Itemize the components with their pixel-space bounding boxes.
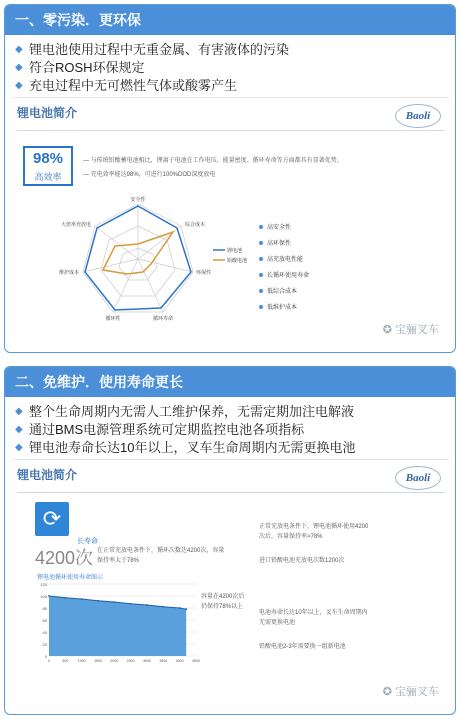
bullet-text: 通过BMS电源管理系统可定期监控电池各项指标 xyxy=(29,422,305,437)
radar-label: 维护成本 xyxy=(58,270,79,276)
radar-label: 大倍率充放电 xyxy=(60,222,91,228)
capacity-point xyxy=(97,600,99,602)
diamond-icon: ◆ xyxy=(15,406,23,417)
y-tick-label: 60 xyxy=(42,618,47,623)
x-tick-label: 3000 xyxy=(143,659,151,663)
long-life-label: 长寿命 xyxy=(77,538,98,545)
right-note-2: 进口铅酸电池充放电次数1200次 xyxy=(259,558,345,564)
bullet-item xyxy=(15,59,445,77)
diamond-icon: ◆ xyxy=(15,442,23,453)
diamond-icon: ◆ xyxy=(15,62,23,73)
divider xyxy=(17,492,445,493)
bullet-text: 充电过程中无可燃性气体或酸雾产生 xyxy=(29,78,238,93)
capacity-point xyxy=(81,598,83,600)
x-tick-label: 0 xyxy=(48,659,50,663)
bullet-text: 符合ROSH环保规定 xyxy=(29,60,145,75)
note-1: — 与传统铅酸蓄电池相比，锂离子电池在工作电压、能量密度、循环寿命等方面都具有显著优势。 xyxy=(83,158,343,164)
x-tick-label: 2500 xyxy=(126,659,135,663)
capacity-point xyxy=(48,595,50,597)
note-2: — 充电效率能达98%，可进行100%DOD深度放电 xyxy=(83,172,216,178)
diamond-icon: ◆ xyxy=(15,424,23,435)
radar-label: 循环寿命 xyxy=(152,316,174,322)
bullet-item xyxy=(15,77,445,95)
refresh-icon: ⟳ xyxy=(35,502,69,536)
feature-item: 低维护成本 xyxy=(259,302,297,311)
radar-label: 环保性 xyxy=(196,270,212,276)
x-tick-label: 1000 xyxy=(77,659,86,663)
y-tick-label: 0 xyxy=(44,654,47,659)
x-tick-label: 4500 xyxy=(192,659,200,663)
capacity-point xyxy=(162,606,164,608)
chart-note: 容量在4200次后仍保持78%以上 xyxy=(201,594,245,610)
y-tick-label: 120 xyxy=(40,582,47,587)
capacity-point xyxy=(185,608,187,610)
y-tick-label: 20 xyxy=(42,642,47,647)
slide-title: 锂电池简介 xyxy=(17,106,78,120)
baoli-logo: Baoli xyxy=(395,466,441,490)
feature-item: 高环保性 xyxy=(259,238,291,247)
capacity-point xyxy=(64,597,66,599)
radar-label: 循环性 xyxy=(105,316,121,322)
slide-title: 锂电池简介 xyxy=(17,468,78,482)
cycles-note: 在正常充放电条件下，循环次数达4200次，容量保持率大于78% xyxy=(97,548,225,564)
forklift-icon: ✪ xyxy=(382,323,392,336)
feature-item: 高安全性 xyxy=(259,222,291,231)
x-tick-label: 2000 xyxy=(110,659,119,663)
x-tick-label: 4000 xyxy=(175,659,184,663)
y-tick-label: 40 xyxy=(42,630,47,635)
right-note-3: 电池寿命长达10年以上，叉车生命周期内无需更换电池 xyxy=(259,610,368,626)
forklift-icon: ✪ xyxy=(382,685,392,698)
feature-item: 高充放电性能 xyxy=(259,254,303,263)
radar-chart xyxy=(43,194,253,334)
section-2-bullets xyxy=(5,397,455,457)
bullet-text: 整个生命周期内无需人工维护保养，无需定期加注电解液 xyxy=(29,404,355,419)
y-tick-label: 80 xyxy=(42,606,47,611)
section-card-1 xyxy=(4,4,456,353)
section-2-header: 二、免维护．使用寿命更长 xyxy=(5,367,455,397)
right-note-1: 正常充放电条件下，锂电池循环使用4200次后，容量保持率>78% xyxy=(259,524,369,540)
legend-lithium: 锂电池 xyxy=(227,248,243,254)
efficiency-value: 98% xyxy=(32,150,64,167)
radar-label: 安全性 xyxy=(130,197,146,203)
capacity-point xyxy=(113,601,115,603)
section-1-bullets xyxy=(5,35,455,95)
bullet-item xyxy=(15,439,445,457)
section-card-2 xyxy=(4,366,456,715)
section-1-header: 一、零污染．更环保 xyxy=(5,5,455,35)
slide-2 xyxy=(13,459,449,709)
feature-item: 低综合成本 xyxy=(259,286,297,295)
life-chart xyxy=(31,578,201,670)
x-tick-label: 3500 xyxy=(159,659,168,663)
radar-label: 综合成本 xyxy=(185,222,206,228)
bullet-item xyxy=(15,41,445,59)
bullet-text: 锂电池寿命长达10年以上，叉车生命周期内无需更换电池 xyxy=(29,440,356,455)
watermark: ✪ 宝骊叉车 xyxy=(382,685,439,698)
x-tick-label: 1500 xyxy=(94,659,102,663)
bullet-item xyxy=(15,403,445,421)
efficiency-box xyxy=(23,146,73,186)
legend-lead-acid: 铅酸电池 xyxy=(227,258,248,264)
bullet-text: 锂电池使用过程中无重金属、有害液体的污染 xyxy=(29,42,290,57)
feature-item: 长循环使用寿命 xyxy=(259,270,309,279)
x-tick-label: 500 xyxy=(62,659,69,663)
diamond-icon: ◆ xyxy=(15,44,23,55)
slide-1 xyxy=(13,97,449,347)
capacity-point xyxy=(146,604,148,606)
bullet-item xyxy=(15,421,445,439)
baoli-logo: Baoli xyxy=(395,104,441,128)
capacity-area xyxy=(49,596,186,656)
capacity-point xyxy=(130,603,132,605)
divider xyxy=(17,130,445,131)
capacity-point xyxy=(179,607,181,609)
efficiency-label: 高效率 xyxy=(34,172,62,182)
diamond-icon: ◆ xyxy=(15,80,23,91)
y-tick-label: 100 xyxy=(40,594,47,599)
right-note-4: 铅酸电池2-3年需要换一组新电池 xyxy=(259,644,346,650)
cycles-value: 4200次 xyxy=(35,548,94,568)
watermark: ✪ 宝骊叉车 xyxy=(382,323,439,336)
chart-title: 锂电池循环使用寿命图示 xyxy=(37,575,104,581)
